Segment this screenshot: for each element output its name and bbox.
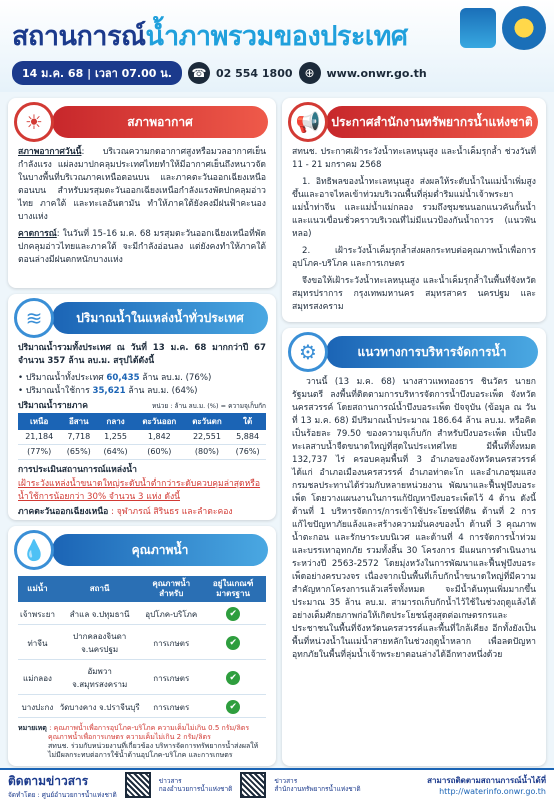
quality-notes: หมายเหตุ : คุณภาพน้ำเพื่อการอุปโภค-บริโภค ความเค็มไม่เกิน 0.5 กรัม/ลิตร คุณภาพน้ำเพื่อการเกษตร ความเค็มไม่เกิน 2 กรัม/ลิตร สทนช. ร่วมกับหน่วยงานที่เกี่ยวข้อง บริหารจัดการทรัพยากรน้ำส่งผลให้ไม่มีผลกระทบต่อการใช้น้ำด้านอุปโภค-บริโภค และการเกษตร bbox=[18, 724, 259, 759]
table-row: ท่าจีน ปากคลองจินดา จ.นครปฐม การเกษตร ✔ bbox=[18, 627, 266, 660]
quality-card bbox=[8, 526, 276, 766]
website-link[interactable]: www.onwr.go.th bbox=[326, 66, 427, 80]
news-1: ข่าวสาร กองอำนวยการน้ำแห่งชาติ bbox=[158, 777, 233, 793]
sun-icon: ☀ bbox=[14, 102, 54, 142]
phone-number[interactable]: 02 554 1800 bbox=[215, 66, 293, 80]
reservoir-heading: ปริมาณน้ำในแหล่งน้ำทั่วประเทศ bbox=[52, 302, 268, 334]
water-drop-icon: 💧 bbox=[14, 530, 54, 570]
footer bbox=[0, 768, 554, 800]
footer-more: สามารถติดตามสถานการณ์น้ำได้ที่ http://waterinfo.onwr.go.th bbox=[427, 776, 546, 796]
announce-heading: ประกาศสำนักงานทรัพยากรน้ำแห่งชาติ bbox=[326, 106, 538, 138]
total-row: • ปริมาณน้ำทั้งประเทศ 60,435 ล้าน ลบ.ม. (76%) bbox=[18, 373, 212, 383]
reservoir-body: ปริมาณน้ำรวมทั้งประเทศ ณ วันที่ 13 ม.ค. 68 มากกว่าปี 67 จำนวน 357 ล้าน ลบ.ม. สรุปได้ดังนี้ • ปริมาณน้ำทั้งประเทศ 60,435 ล้าน ลบ.ม. (76%) • ปริมาณน้ำใช้การ 35,621 ล้าน ลบ.ม. (64%) ปริมาณน้ำรายภาค หน่วย : ล้าน ลบ.ม. (%) = ความจุเก็บกัก เหนือ อีสาน กลาง ตะวันออก ตะวันตก ใต้ 21,184 7,718 1,255 1,842 22,551 5,884 (77%) (65%) (64%) (60%) (80%) (76%) การประเมินสถานการณ์แหล่งน้ำ เฝ้าระวังแหล่งน้ำขนาดใหญ่ระดับน้ำต่ำกว่าระดับควบคุมล่าสุดหรือน้ำใช้การน้อยกว่า 30% จำนวน 3 แห่ง ดังนี้ ภาคตะวันออกเฉียงเหนือ : จุฬาภรณ์ สิรินธร และลำตะคอง bbox=[18, 343, 266, 517]
table-row: แม่กลอง อัมพวา จ.สมุทรสงคราม การเกษตร ✔ bbox=[18, 662, 266, 695]
table-row: เจ้าพระยา สำแล จ.ปทุมธานี อุปโภค-บริโภค ✔ bbox=[18, 604, 266, 625]
region-table: เหนือ อีสาน กลาง ตะวันออก ตะวันตก ใต้ 21,184 7,718 1,255 1,842 22,551 5,884 (77%) (65%) (64%) (60%) (80%) (76%) bbox=[18, 413, 266, 460]
management-body: วานนี้ (13 ม.ค. 68) นางสาวแพทองธาร ชินวัตร นายกรัฐมนตรี ลงพื้นที่ติดตามการบริหารจัดการน้ำบึงบอระเพ็ด จังหวัดนครสวรรค์ โดยสถานการณ์น้ำบึงบอระเพ็ด ปัจจุบัน (ข้อมูล ณ วันที่ 13 ม.ค. 68) มีปริมาณน้ำประมาณ 186.64 ล้าน ลบ.ม. หรือคิดเป็นร้อยละ 79.50 ของความจุเก็บกัก สำหรับบึงบอระเพ็ด เป็นบึงทะเลสาบน้ำจืดขนาดใหญ่ที่สุดในประเทศไทย มีพื้นที่ทั้งหมด 132,737 ไร่ ครอบคลุมพื้นที่ 3 อำเภอของจังหวัดนครสวรรค์ ได้แก่ อำเภอเมืองนครสวรรค์ อำเภอท่าตะโก และอำเภอชุมแสง กรมชลประทานได้ร่วมกับหลายหน่วยงาน พัฒนาและฟื้นฟูบึงบอระเพ็ด โดยวางแผนงานในการแก้ปัญหาบึงบอระเพ็ดไว้ 4 ด้าน ดังนี้ ด้านที่ 1 บริหารจัดการ/การเข้าใช้ประโยชน์ที่ดิน ด้านที่ 2 การแก้ไขปัญหาภัยแล้งและสร้างความมั่นคงของน้ำ ด้านที่ 3 คุณภาพน้ำตะกอน และรักษาระบบนิเวศ และด้านที่ 4 การจัดการน้ำท่วม และบรรเทาอุทกภัย รวมทั้งสิ้น 30 โครงการ มีแผนการดำเนินงานระหว่างปี 2563-2572 โดยมุ่งหวังในการพัฒนาและฟื้นฟูบึงบอระเพ็ดอย่างครบวงจร เนื่องจากเป็นพื้นที่เก็บกักน้ำขนาดใหญ่ที่มีความสำคัญหากโครงการแล้วเสร็จทั้งหมด จะมีน้ำต้นทุนเพิ่มมากขึ้นประมาณ 35 ล้าน ลบ.ม. สามารถเก็บกักน้ำไว้ใช้ในช่วงฤดูแล้งได้อย่างเต็มศักยภาพก่อให้เกิดประโยชน์สูงสุดต่อเกษตรกรและประชาชนในพื้นที่จังหวัดนครสวรรค์และพื้นที่ใกล้เคียง อีกทั้งยังเป็นพื้นที่หน่วงน้ำในแม่น้ำสายหลักในช่วงฤดูน้ำหลาก เพื่อลดปัญหาอุทกภัยในพื้นที่ลุ่มน้ำเจ้าพระยาตอนล่างได้อีกทางหนึ่งด้วย bbox=[292, 377, 536, 660]
globe-icon: ⊕ bbox=[299, 62, 321, 84]
management-icon: ⚙ bbox=[288, 332, 328, 372]
quality-table: แม่น้ำ สถานี คุณภาพน้ำสำหรับ อยู่ในเกณฑ์มาตรฐาน เจ้าพระยา สำแล จ.ปทุมธานี อุปโภค-บริโภค ✔ ท่าจีน ปากคลองจินดา จ.นครปฐม การเกษตร ✔ แม่กลอง อัมพวา จ.สมุทรสงคราม การเกษตร ✔ บางปะกง วัดบางคาง จ.ปราจีนบุรี การเกษตร ✔ bbox=[18, 574, 266, 720]
check-icon: ✔ bbox=[226, 607, 240, 621]
region-table-unit: หน่วย : ล้าน ลบ.ม. (%) = ความจุเก็บกัก bbox=[152, 402, 266, 410]
check-icon: ✔ bbox=[226, 636, 240, 650]
weather-body: สภาพอากาศวันนี้: บริเวณความกดอากาศสูงหรือมวลอากาศเย็นกำลังแรง แผ่ลงมาปกคลุมประเทศไทยทำให้มีอากาศเย็นถึงหนาวจัดในบางพื้นที่บริเวณภาคเหนือตอนบน และภาคตะวันออกเฉียงเหนือตอนบน สำหรับมรสุมตะวันออกเฉียงเหนือกำลังแรงพัดปกคลุมอ่าวไทย ภาคใต้ และทะเลอันดามัน ทำให้ภาคใต้ยังคงมีฝนฟ้าคะนองบางแห่ง คาดการณ์: ในวันที่ 15-16 ม.ค. 68 มรสุมตะวันออกเฉียงเหนือที่พัดปกคลุมอ่าวไทยและภาคใต้ จะมีกำลังอ่อนลง แต่ยังคงทำให้ภาคใต้ตอนล่างมีฝนตกหนักบางแห่ง bbox=[18, 147, 266, 265]
left-column bbox=[8, 98, 276, 766]
quality-heading: คุณภาพน้ำ bbox=[52, 534, 268, 566]
footer-follow: ติดตามข่าวสาร จัดทำโดย : ศูนย์อำนวยการน้ำแห่งชาติ bbox=[8, 773, 117, 799]
assess-text: เฝ้าระวังแหล่งน้ำขนาดใหญ่ระดับน้ำต่ำกว่าระดับควบคุมล่าสุดหรือน้ำใช้การน้อยกว่า 30% จำนวน 3 แห่ง ดังนี้ bbox=[18, 479, 261, 502]
title-accent: น้ำภาพรวมของประเทศ bbox=[145, 21, 408, 52]
weather-card bbox=[8, 98, 276, 288]
check-icon: ✔ bbox=[226, 671, 240, 685]
megaphone-icon: 📢 bbox=[288, 102, 328, 142]
announce-body: สทนช. ประกาศเฝ้าระวังน้ำทะเลหนุนสูง และน้ำเค็มรุกล้ำ ช่วงวันที่ 11 - 21 มกราคม 2568 1. อิทธิพลของน้ำทะเลหนุนสูง ส่งผลให้ระดับน้ำในแม่น้ำเพิ่มสูงขึ้นและอาจไหลเข้าท่วมบริเวณพื้นที่ลุ่มต่ำริมแม่น้ำเจ้าพระยา แม่น้ำท่าจีน และแม่น้ำแม่กลอง รวมถึงชุมชนนอกแนวคันกั้นน้ำ และแนวเขื่อนชั่วคราวบริเวณที่ไม่มีแนวป้องกันน้ำถาวร (แนวฟันหลอ) 2. เฝ้าระวังน้ำเค็มรุกล้ำส่งผลกระทบต่อคุณภาพน้ำเพื่อการอุปโภค-บริโภค และการเกษตร จึงขอให้เฝ้าระวังน้ำทะเลหนุนสูง และน้ำเค็มรุกล้ำในพื้นที่จังหวัดสมุทรปราการ กรุงเทพมหานคร สมุทรสาคร นครปฐม และสมุทรสงคราม bbox=[292, 147, 536, 312]
waterinfo-link[interactable]: http://waterinfo.onwr.go.th bbox=[439, 787, 546, 796]
reservoir-icon: ≋ bbox=[14, 298, 54, 338]
usable-row: • ปริมาณน้ำใช้การ 35,621 ล้าน ลบ.ม. (64%) bbox=[18, 386, 198, 396]
reservoir-card bbox=[8, 294, 276, 520]
org-logo-icon bbox=[460, 8, 496, 48]
qr-code-icon[interactable] bbox=[240, 772, 266, 798]
reservoir-summary: ปริมาณน้ำรวมทั้งประเทศ ณ วันที่ 13 ม.ค. 68 มากกว่าปี 67 จำนวน 357 ล้าน ลบ.ม. สรุปได้ดังนี้ bbox=[18, 343, 266, 366]
info-bar bbox=[12, 62, 427, 84]
qr-code-icon[interactable] bbox=[125, 772, 151, 798]
management-card bbox=[282, 328, 546, 766]
assess-title: การประเมินสถานการณ์แหล่งน้ำ bbox=[18, 465, 137, 475]
management-heading: แนวทางการบริหารจัดการน้ำ bbox=[326, 336, 538, 368]
weather-heading: สภาพอากาศ bbox=[52, 106, 268, 138]
phone-icon: ☎ bbox=[188, 62, 210, 84]
right-column bbox=[282, 98, 546, 766]
header bbox=[0, 0, 554, 92]
announce-card bbox=[282, 98, 546, 322]
onwr-logo-icon bbox=[502, 6, 546, 50]
quality-body bbox=[8, 572, 276, 766]
check-icon: ✔ bbox=[226, 700, 240, 714]
news-2: ข่าวสาร สำนักงานทรัพยากรน้ำแห่งชาติ bbox=[274, 777, 361, 793]
page-title: สถานการณ์น้ำภาพรวมของประเทศ bbox=[12, 21, 408, 52]
table-row: บางปะกง วัดบางคาง จ.ปราจีนบุรี การเกษตร ✔ bbox=[18, 697, 266, 718]
region-table-title: ปริมาณน้ำรายภาค bbox=[18, 401, 88, 411]
date-badge: 14 ม.ค. 68 | เวลา 07.00 น. bbox=[12, 61, 182, 85]
